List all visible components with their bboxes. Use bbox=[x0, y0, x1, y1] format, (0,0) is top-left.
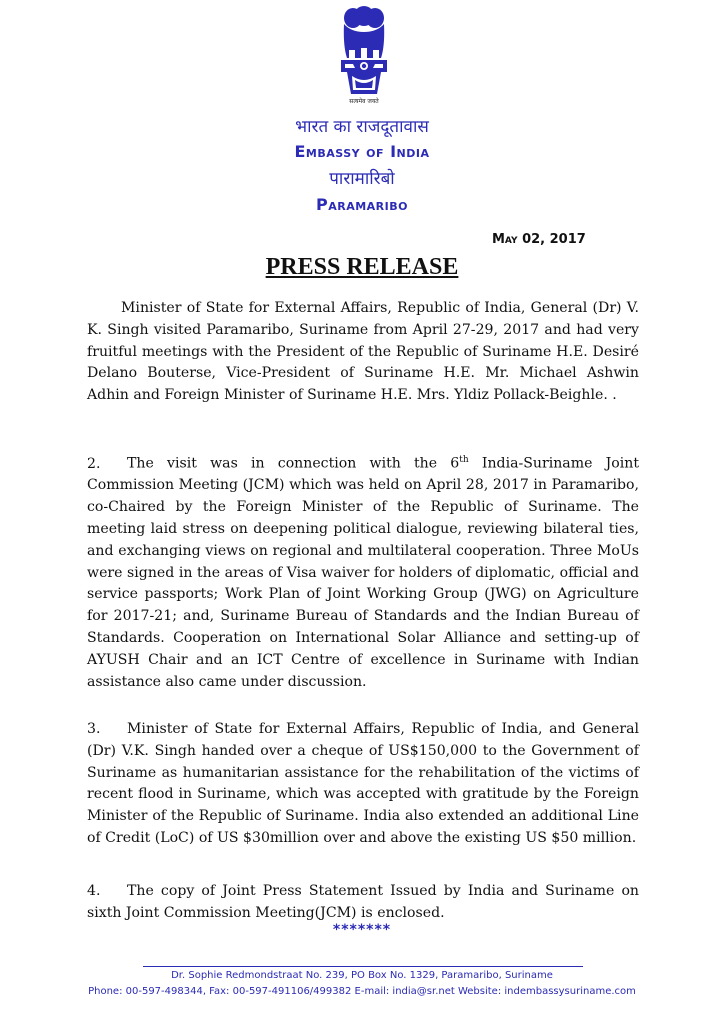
paragraph-3 bbox=[87, 719, 639, 850]
emblem-motto: सत्यमेव जयते bbox=[349, 98, 379, 105]
release-date: May 02, 2017 bbox=[492, 232, 586, 247]
paragraph-4-number: 4. bbox=[87, 883, 101, 899]
paragraph-2-text-b: India-Suriname Joint Commission Meeting (JCM) which was held on April 28, 2017 in Paramaribo, co-Chaired by the Foreign Minister of the Republic of Suriname. The meeting laid stress on deepening political dialogue, reviewing bilateral ties, and exchanging views on regional and multilateral cooperation. Three MoUs were signed in the areas of Visa waiver for holders of diplomatic, official and service passports; Work Plan of Joint Working Group (JWG) on Agriculture for 2017-21; and, Suriname Bureau of Standards and the Indian Bureau of Standards. Cooperation on International Solar Alliance and setting-up of AYUSH Chair and an ICT Centre of excellence in Suriname with Indian assistance also came under discussion. bbox=[87, 455, 639, 690]
footer-contact: Phone: 00-597-498344, Fax: 00-597-491106/499382 E-mail: india@sr.net Website: indembassysuriname.com bbox=[88, 986, 636, 997]
end-marker: ******* bbox=[332, 922, 392, 938]
footer-divider bbox=[143, 966, 583, 967]
paragraph-2-superscript: th bbox=[459, 455, 469, 465]
paragraph-1: Minister of State for External Affairs, Republic of India, General (Dr) V. K. Singh visited Paramaribo, Suriname from April 27-29, 2017 and had very fruitful meetings with the President of the Republic of Suriname H.E. Desiré Delano Bouterse, Vice-President of Suriname H.E. Mr. Michael Ashwin Adhin and Foreign Minister of Suriname H.E. Mrs. Yldiz Pollack-Beighle. . bbox=[87, 300, 639, 404]
paragraph-4 bbox=[87, 881, 639, 925]
embassy-name: Embassy of India bbox=[294, 142, 430, 161]
paragraph-3-text: Minister of State for External Affairs, Republic of India, and General (Dr) V.K. Singh handed over a cheque of US$150,000 to the Government of Suriname as humanitarian assistance for the rehabilitation of the victims of recent flood in Suriname, which was accepted with gratitude by the Foreign Minister of the Republic of Suriname. India also extended an additional Line of Credit (LoC) of US $30million over and above the existing US $50 million. bbox=[87, 721, 639, 846]
paragraph-3-number: 3. bbox=[87, 721, 101, 737]
paragraph-2-number: 2. bbox=[87, 455, 101, 472]
embassy-name-hindi: भारत का राजदूतावास bbox=[295, 117, 429, 137]
footer-address: Dr. Sophie Redmondstraat No. 239, PO Box No. 1329, Paramaribo, Suriname bbox=[171, 970, 553, 981]
city-name-hindi: पारामारिबो bbox=[329, 169, 395, 189]
page-title: PRESS RELEASE bbox=[265, 254, 459, 280]
paragraph-2-text-a: The visit was in connection with the 6 bbox=[127, 455, 460, 472]
paragraph-4-text: The copy of Joint Press Statement Issued by India and Suriname on sixth Joint Commission Meeting(JCM) is enclosed. bbox=[87, 883, 639, 921]
city-name: Paramaribo bbox=[316, 195, 408, 214]
paragraph-2 bbox=[87, 450, 639, 693]
national-emblem-icon bbox=[337, 6, 391, 108]
